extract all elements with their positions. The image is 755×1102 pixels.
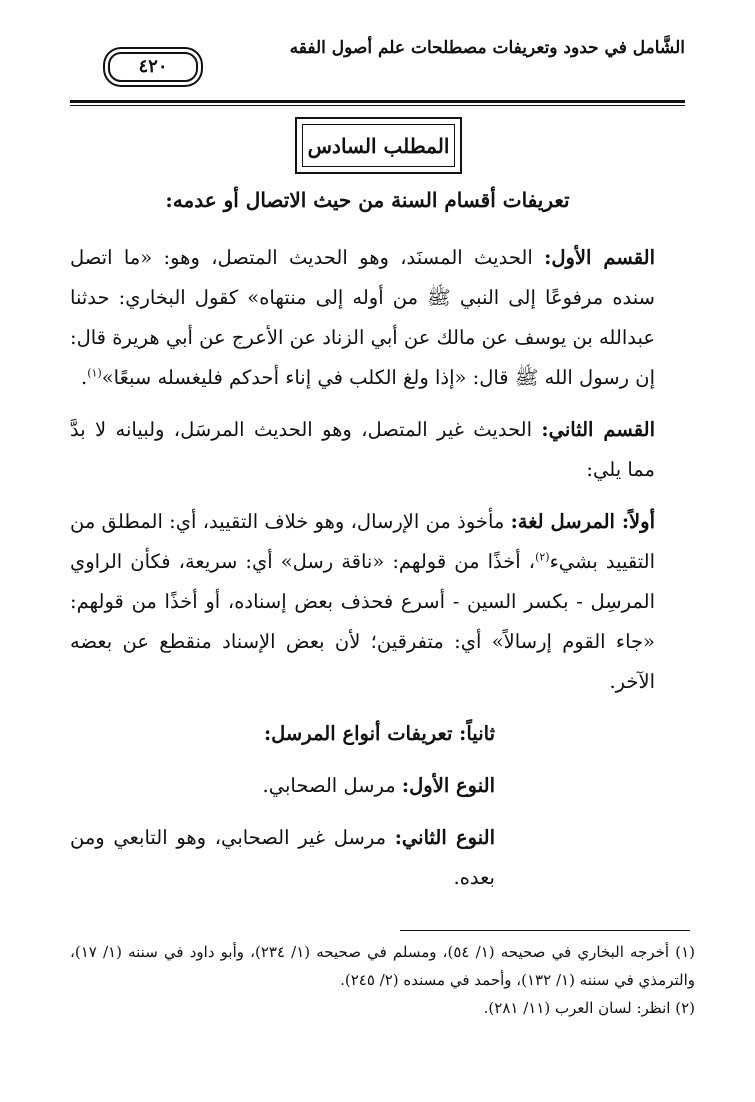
topic-heading: تعريفات أقسام السنة من حيث الاتصال أو عدمه: — [165, 188, 570, 212]
paragraph-second-section: القسم الثاني: الحديث غير المتصل، وهو الحديث المرسَل، ولبيانه لا بدَّ مما يلي: — [70, 418, 656, 481]
footnote-2: (٢) انظر: لسان العرب (١١/ ٢٨١). — [483, 999, 695, 1017]
body-text — [70, 238, 655, 910]
type-one: النوع الأول: مرسل الصحابي. — [262, 774, 495, 797]
section-title-box — [295, 117, 462, 174]
page-number: ٤٢٠ — [108, 52, 198, 82]
footnotes — [70, 938, 695, 1022]
footnote-1: (١) أخرجه البخاري في صحيحه (١/ ٥٤)، ومسلم في صحيحه (١/ ٢٣٤)، وأبو داود في سننه (١/ ١٧)، والترمذي في سننه (١/ ١٣٢)، وأحمد في مسنده (٢/ ٢٤٥). — [70, 943, 695, 989]
book-title: الشَّامل في حدود وتعريفات مصطلحات علم أصول الفقه — [289, 38, 685, 58]
paragraph-first-section: القسم الأول: الحديث المسنَد، وهو الحديث المتصل، وهو: «ما اتصل سنده مرفوعًا إلى النبي ﷺ من أوله إلى منتهاه» كقول البخاري: حدثنا عبدالله بن يوسف عن مالك عن أبي الزناد عن الأعرج عن أبي هريرة قال: إن رسول الله ﷺ قال: «إذا ولغ الكلب في إناء أحدكم فليغسله سبعًا»$^{(١)}$. — [70, 246, 655, 389]
header-rule — [70, 100, 685, 106]
subheading-mursal-types: ثانياً: تعريفات أنواع المرسل: — [263, 722, 495, 745]
footnote-ref-1: (١) — [87, 366, 102, 380]
section-title: المطلب السادس — [302, 124, 455, 167]
running-header — [70, 38, 685, 78]
paragraph-mursal-lexical: أولاً: المرسل لغة: مأخوذ من الإرسال، وهو خلاف التقييد، أي: المطلق من التقييد بشيء$^{(٢)}$، أخذًا من قولهم: «ناقة رسل» أي: سريعة، فكأن الراوي المرسِل - بكسر السين - أسرع فحذف بعض إسناده، أو أخذًا من قولهم: «جاء القوم إرسالاً» أي: متفرقين؛ لأن بعض الإسناد منقطع عن بعضه الآخر. — [70, 510, 655, 693]
type-two: النوع الثاني: مرسل غير الصحابي، وهو التابعي ومن بعده. — [70, 826, 495, 889]
footnote-ref-2: (٢) — [535, 550, 550, 564]
footnote-separator — [400, 930, 690, 931]
